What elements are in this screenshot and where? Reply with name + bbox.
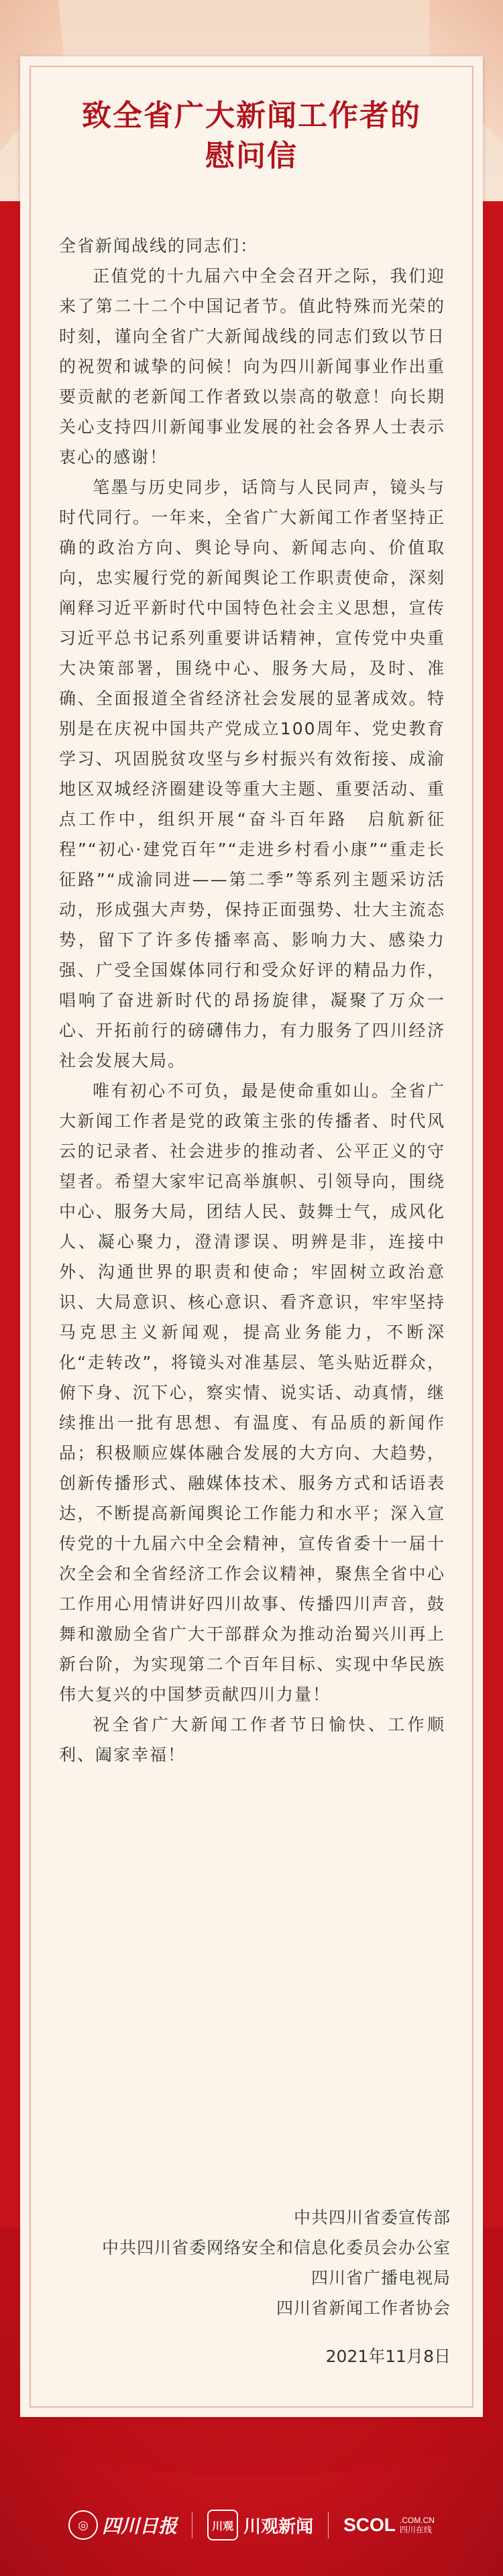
chuanguan-news-logo: [207, 2510, 313, 2540]
paragraph-2: 笔墨与历史同步，话筒与人民同声，镜头与时代同行。一年来，全省广大新闻工作者坚持正确的政治方向、舆论导向、新闻志向、价值取向，忠实履行党的新闻舆论工作职责使命，深刻阐释习近平新时代中国特色社会主义思想，宣传习近平总书记系列重要讲话精神，宣传党中央重大决策部署，围绕中心、服务大局，及时、准确、全面报道全省经济社会发展的显著成效。特别是在庆祝中国共产党成立100周年、党史教育学习、巩固脱贫攻坚与乡村振兴有效衔接、成渝地区双城经济圈建设等重大主题、重要活动、重点工作中，组织开展“奋斗百年路 启航新征程”“初心·建党百年”“走进乡村看小康”“重走长征路”“成渝同进——第二季”等系列主题采访活动，形成强大声势，保持正面强势、壮大主流态势，留下了许多传播率高、影响力大、感染力强、广受全国媒体同行和受众好评的精品力作，唱响了奋进新时代的昂扬旋律，凝聚了万众一心、开拓前行的磅礴伟力，有力服务了四川经济社会发展大局。: [59, 478, 445, 1070]
sichuan-daily-text: 四川日报: [102, 2515, 178, 2537]
scol-domain: .COM.CN: [399, 2516, 435, 2525]
letter-title-line1: 致全省广大新闻工作者的: [82, 99, 421, 133]
letter-title-line2: 慰问信: [205, 139, 298, 173]
signatories: [75, 2202, 451, 2323]
paragraph-3: 唯有初心不可负，最是使命重如山。全省广大新闻工作者是党的政策主张的传播者、时代风云的记录者、社会进步的推动者、公平正义的守望者。希望大家牢记高举旗帜、引领导向，围绕中心、服务大局，团结人民、鼓舞士气，成风化人、凝心聚力，澄清谬误、明辨是非，连接中外、沟通世界的职责和使命；牢固树立政治意识、大局意识、核心意识、看齐意识，牢牢坚持马克思主义新闻观，提高业务能力，不断深化“走转改”，将镜头对准基层、笔头贴近群众，俯下身、沉下心，察实情、说实话、动真情，继续推出一批有思想、有温度、有品质的新闻作品；积极顺应媒体融合发展的大方向、大趋势，创新传播形式、融媒体技术、服务方式和话语表达，不断提高新闻舆论工作能力和水平；深入宣传党的十九届六中全会精神，宣传省委十一届十次全会和全省经济工作会议精神，聚焦全省中心工作用心用情讲好四川故事、传播四川声音，鼓舞和激励全省广大干部群众为推动治蜀兴川再上新台阶，为实现第二个百年目标、实现中华民族伟大复兴的中国梦贡献四川力量！: [59, 1081, 445, 1704]
paragraph-4: 祝全省广大新闻工作者节日愉快、工作顺利、阖家幸福！: [59, 1715, 445, 1765]
scol-sub: [400, 2516, 435, 2534]
letter-date: 2021年11月8日: [325, 2347, 451, 2366]
paragraph-1: 正值党的十九届六中全会召开之际，我们迎来了第二十二个中国记者节。值此特殊而光荣的时刻，谨向全省广大新闻战线的同志们致以节日的祝贺和诚挚的问候！向为四川新闻事业作出重要贡献的老新闻工作者致以崇高的敬意！向长期关心支持四川新闻事业发展的社会各界人士表示衷心的感谢！: [59, 266, 445, 467]
scol-name: 四川在线: [399, 2525, 432, 2534]
salutation: 全省新闻战线的同志们：: [59, 236, 259, 256]
footer-logos: [0, 2498, 503, 2552]
signatory-4: 四川省新闻工作者协会: [276, 2298, 451, 2318]
letter-paper: [20, 56, 483, 2417]
seal-icon: ◎: [68, 2510, 98, 2540]
signatory-3: 四川省广播电视局: [311, 2268, 451, 2288]
scol-text: SCOL: [343, 2514, 396, 2535]
signatory-1: 中共四川省委宣传部: [293, 2208, 451, 2227]
signatory-2: 中共四川省委网络安全和信息化委员会办公室: [101, 2238, 451, 2257]
sichuan-daily-logo: [68, 2510, 177, 2540]
chuanguan-badge-icon: 川观: [207, 2510, 238, 2540]
scol-logo: [343, 2514, 435, 2536]
footer-separator: [328, 2512, 329, 2538]
chuanguan-news-text: 川观新闻: [243, 2516, 314, 2537]
letter-body: [59, 231, 445, 1770]
